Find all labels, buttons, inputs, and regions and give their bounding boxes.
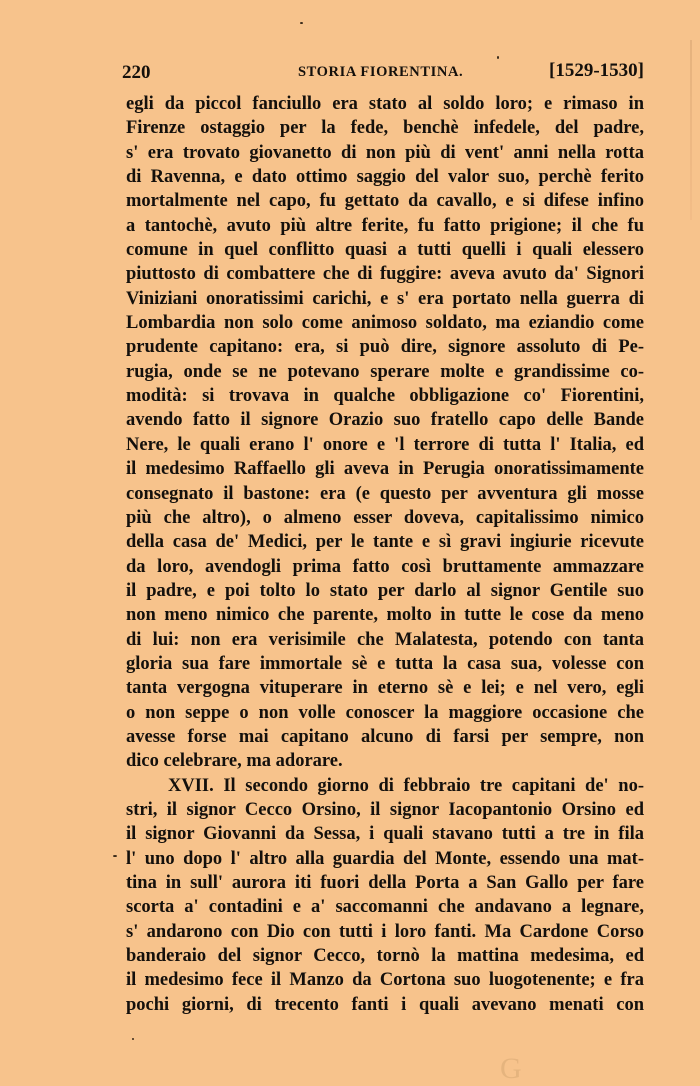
- text-line: banderaio del signor Cecco, tornò la mattina medesima, ed: [126, 946, 644, 967]
- text-line: Viniziani onoratissimi carichi, e s' era portato nella guerra di: [126, 288, 644, 309]
- text-line: a tantochè, avuto più altre ferite, fu fatto prigione; il che fu: [126, 215, 644, 236]
- text-line: da loro, avendogli prima fatto così bruttamente ammazzare: [126, 556, 644, 577]
- text-line: tanta vergogna vituperare in eterno sè e lei; e nel vero, egli: [126, 678, 644, 699]
- text-line: modità: si trovava in qualche obbligazione co' Fiorentini,: [126, 386, 644, 407]
- text-line: piuttosto di combattere che di fuggire: aveva avuto da' Signori: [126, 264, 644, 285]
- text-line: della casa de' Medici, per le tante e sì gravi ingiurie ricevute: [126, 532, 644, 553]
- text-line: non meno nimico che parente, molto in tutte le cose da meno: [126, 605, 644, 626]
- year-range: [1529-1530]: [549, 60, 644, 81]
- page-edge-shadow: [690, 40, 692, 220]
- text-line: rugia, onde se ne potevano sperare molte e grandissime co-: [126, 361, 644, 382]
- text-line: gloria sua fare immortale sè e tutta la casa sua, volesse con: [126, 653, 644, 674]
- text-line: egli da piccol fanciullo era stato al soldo loro; e rimaso in: [126, 94, 644, 114]
- text-line: di lui: non era verisimile che Malatesta, potendo con tanta: [126, 629, 644, 650]
- text-line: tina in sull' aurora iti fuori della Porta a San Gallo per fare: [126, 873, 644, 893]
- ink-speck: [132, 1038, 134, 1040]
- text-line: scorta a' contadini e a' saccomanni che andavano a legnare,: [126, 897, 644, 918]
- text-line: avendo fatto il signore Orazio suo fratello capo delle Bande: [126, 410, 644, 431]
- ink-speck: [300, 22, 303, 24]
- text-line: stri, il signor Cecco Orsino, il signor Iacopantonio Orsino ed: [126, 799, 644, 820]
- text-line: avesse forse mai capitano alcuno di farsi per sempre, non: [126, 726, 644, 747]
- text-line: il medesimo fece il Manzo da Cortona suo luogotenente; e fra: [126, 970, 644, 991]
- body-text: [126, 92, 644, 1017]
- text-line: consegnato il bastone: era (e questo per avventura gli mosse: [126, 483, 644, 504]
- text-line: mortalmente nel capo, fu gettato da cavallo, e si difese infino: [126, 191, 644, 212]
- text-line: Firenze ostaggio per la fede, benchè infedele, del padre,: [126, 118, 644, 139]
- text-line: pochi giorni, di trecento fanti i quali avevano menati con: [126, 994, 644, 1015]
- text-line: l' uno dopo l' altro alla guardia del Monte, essendo una mat-: [126, 848, 644, 869]
- section-start-line: XVII. Il secondo giorno di febbraio tre capitani de' no-: [168, 775, 644, 796]
- text-line: il padre, e poi tolto lo stato per darlo al signor Gentile suo: [126, 580, 644, 601]
- text-line: comune in quel conflitto quasi a tutti quelli i quali elessero: [126, 240, 644, 261]
- ink-speck: [113, 855, 117, 857]
- text-line: il signor Giovanni da Sessa, i quali stavano tutti a tre in fila: [126, 824, 644, 845]
- page-header: [122, 60, 644, 84]
- text-line: Lombardia non solo come animoso soldato, ma eziandio come: [126, 313, 644, 334]
- ink-speck: [497, 56, 499, 59]
- page-number: 220: [122, 62, 151, 83]
- text-line: di Ravenna, e dato ottimo saggio del valor suo, perchè ferito: [126, 167, 644, 188]
- text-line: s' andarono con Dio con tutti i loro fanti. Ma Cardone Corso: [126, 921, 644, 942]
- watermark-logo: G: [500, 1052, 522, 1085]
- text-line: dico celebrare, ma adorare.: [126, 751, 343, 772]
- text-line: più che altro), o almeno esser doveva, capitalissimo nimico: [126, 507, 644, 528]
- running-title: STORIA FIORENTINA.: [298, 64, 464, 80]
- text-line: Nere, le quali erano l' onore e 'l terrore di tutta l' Italia, ed: [126, 434, 644, 455]
- text-line: s' era trovato giovanetto di non più di vent' anni nella rotta: [126, 142, 644, 163]
- text-line: il medesimo Raffaello gli aveva in Perugia onoratissimamente: [126, 459, 644, 480]
- text-line: prudente capitano: era, si può dire, signore assoluto di Pe-: [126, 337, 644, 358]
- text-line: o non seppe o non volle conoscer la maggiore occasione che: [126, 702, 644, 723]
